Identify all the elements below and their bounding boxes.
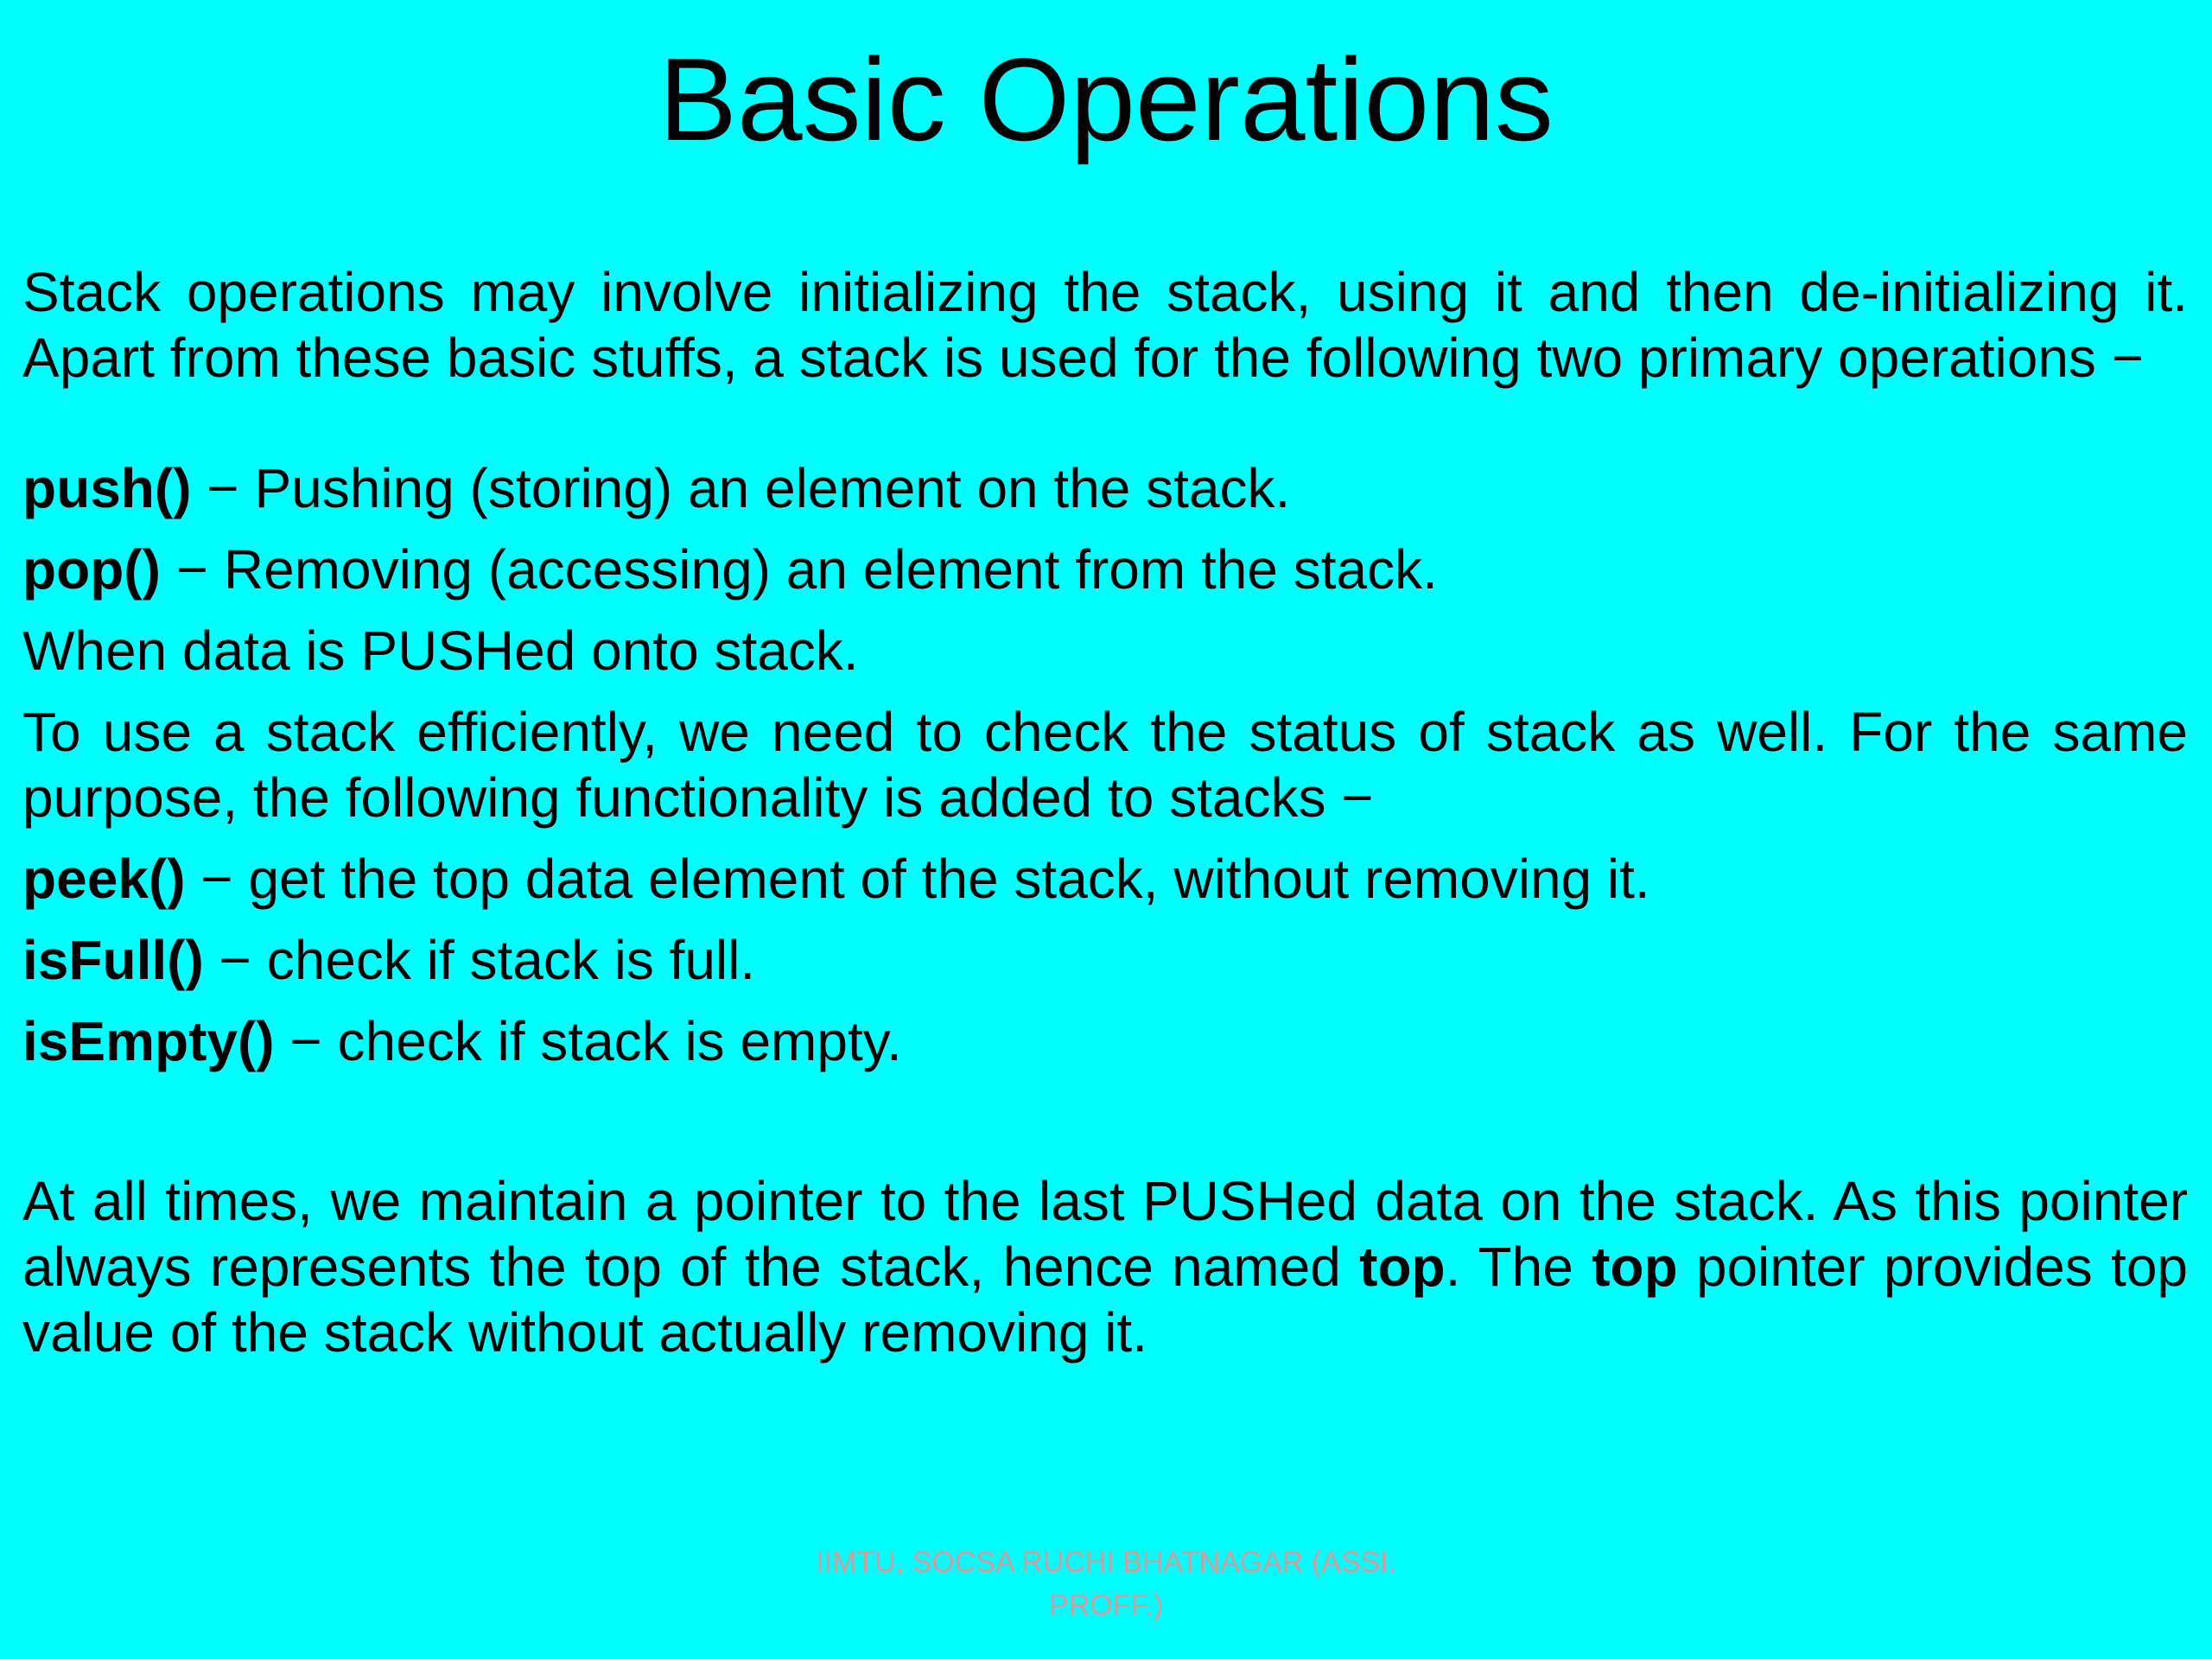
operation-push — [22, 455, 2188, 521]
operation-description: − Removing (accessing) an element from the stack. — [160, 538, 1438, 601]
slide-footer — [760, 1541, 1452, 1627]
operation-pop — [22, 537, 2188, 602]
footer-line: PROFF.) — [1048, 1589, 1164, 1622]
operation-peek — [22, 846, 2188, 912]
operation-isfull — [22, 927, 2188, 993]
operation-name: isEmpty() — [22, 1010, 275, 1072]
operation-name: isFull() — [22, 929, 204, 991]
pointer-paragraph — [22, 1168, 2188, 1365]
status-intro-paragraph: To use a stack efficiently, we need to check the status of stack as well. For the same purpose, the following functionality is added to stacks − — [22, 701, 2188, 829]
pointer-keyword: top — [1359, 1236, 1446, 1298]
pointer-text: At all times, we maintain a pointer to the last PUSHed data on the stack. As this pointer always represents the top of the stack, hence named — [22, 1170, 2188, 1298]
spacer — [22, 912, 2188, 927]
operation-description: − get the top data element of the stack, without removing it. — [185, 848, 1650, 910]
operation-name: peek() — [22, 848, 186, 910]
slide-body — [22, 259, 2188, 1365]
pointer-text: . The — [1445, 1236, 1592, 1298]
operation-name: push() — [22, 457, 192, 519]
spacer — [22, 993, 2188, 1008]
pointer-keyword: top — [1592, 1236, 1678, 1298]
operation-name: pop() — [22, 538, 161, 601]
spacer — [22, 1074, 2188, 1168]
spacer — [22, 391, 2188, 455]
intro-paragraph: Stack operations may involve initializing the stack, using it and then de-initializing it. Apart from these basic stuffs, a stack is used for the following two primary operations − — [22, 261, 2188, 389]
spacer — [22, 830, 2188, 846]
operation-isempty — [22, 1008, 2188, 1074]
spacer — [22, 521, 2188, 537]
spacer — [22, 683, 2188, 699]
operation-description: − check if stack is full. — [203, 929, 756, 991]
operation-description: − Pushing (storing) an element on the stack. — [191, 457, 1291, 519]
slide-title: Basic Operations — [658, 34, 1554, 165]
spacer — [22, 602, 2188, 618]
pointer-text: pointer provides top value of the stack without actually removing it. — [22, 1236, 2189, 1363]
footer-line: IIMTU, SOCSA RUCHI BHATNAGAR (ASSI. — [816, 1546, 1396, 1579]
operation-description: − check if stack is empty. — [274, 1010, 902, 1072]
push-note: When data is PUSHed onto stack. — [22, 620, 859, 682]
